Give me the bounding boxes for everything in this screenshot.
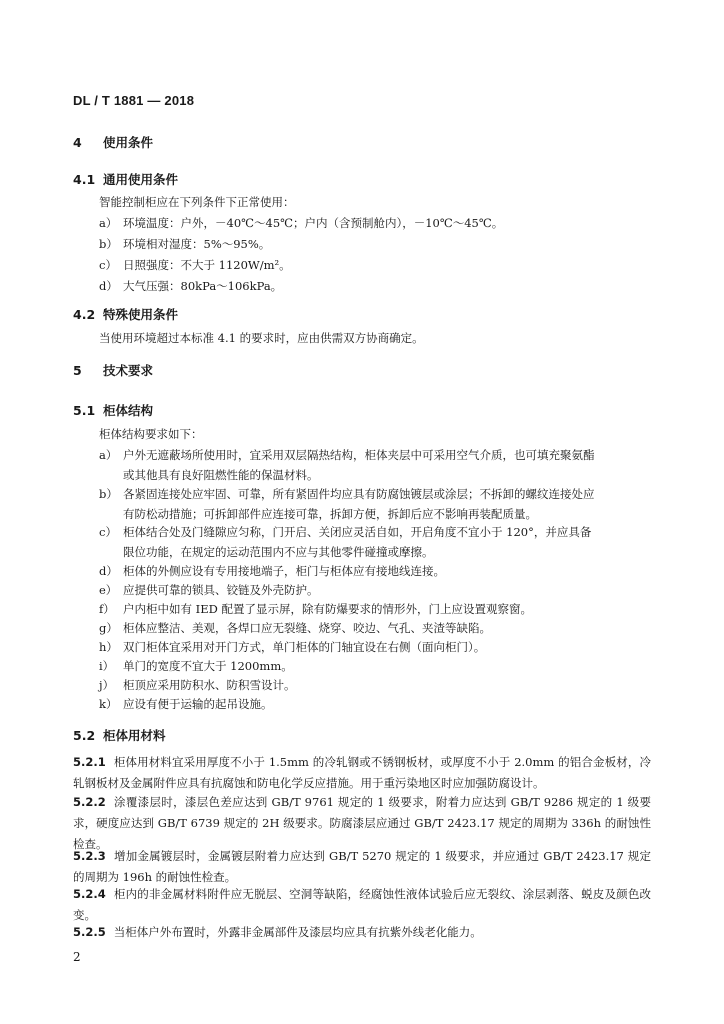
list-item: d） 大气压强：80kPa～106kPa。 [99,279,283,293]
section-heading-5: 5 技术要求 [73,363,154,378]
section-heading-4-2: 4.2 特殊使用条件 [73,307,179,322]
list-item: b） 环境相对湿度：5%～95%。 [99,237,271,251]
list-item: c） 柜体结合处及门缝隙应匀称，门开启、关闭应灵活自如，开启角度不宜小于 120°，并应具备 限位功能，在规定的运动范围内不应与其他零件碰撞或摩擦。 [99,525,592,559]
list-item: c） 日照强度：不大于 1120W/m²。 [99,258,291,272]
clause-5-2-2: 5.2.2 涂覆漆层时，漆层色差应达到 GB/T 9761 规定的 1 级要求，附着力应达到 GB/T 9286 规定的 1 级要求，硬度应达到 GB/T 6739 规定的 2H 级要求。防腐漆层应通过 GB/T 2423.17 规定的周期为 336h 的耐蚀性检查。 [73,795,651,851]
list-item: g） 柜体应整洁、美观，各焊口应无裂缝、烧穿、咬边、气孔、夹渣等缺陷。 [99,621,491,635]
list-item: f） 户内柜中如有 IED 配置了显示屏，除有防爆要求的情形外，门上应设置观察窗。 [99,602,532,616]
clause-5-2-4: 5.2.4 柜内的非金属材料附件应无脱层、空洞等缺陷，经腐蚀性液体试验后应无裂纹、涂层剥落、蜕皮及颜色改变。 [73,887,651,922]
page-number: 2 [73,950,81,964]
list-item: h） 双门柜体宜采用对开门方式，单门柜体的门轴宜设在右侧（面向柜门）。 [99,640,486,654]
section-heading-5-1: 5.1 柜体结构 [73,403,154,418]
list-item: a） 户外无遮蔽场所使用时，宜采用双层隔热结构，柜体夹层中可采用空气介质，也可填充聚氨酯 或其他具有良好阻燃性能的保温材料。 [99,448,595,482]
section-4-2-text: 当使用环境超过本标准 4.1 的要求时，应由供需双方协商确定。 [99,331,424,345]
list-item: i） 单门的宽度不宜大于 1200mm。 [99,659,293,673]
list-item: k） 应设有便于运输的起吊设施。 [99,697,273,711]
clause-5-2-5: 5.2.5 当柜体户外布置时，外露非金属部件及漆层均应具有抗紫外线老化能力。 [73,925,482,939]
document-header: DL / T 1881 — 2018 [73,93,195,108]
list-item: j） 柜顶应采用防积水、防积雪设计。 [99,678,296,692]
section-heading-5-2: 5.2 柜体用材料 [73,728,166,743]
list-item: d） 柜体的外侧应设有专用接地端子，柜门与柜体应有接地线连接。 [99,564,445,578]
clause-5-2-3: 5.2.3 增加金属镀层时，金属镀层附着力应达到 GB/T 5270 规定的 1 级要求，并应通过 GB/T 2423.17 规定的周期为 196h 的耐蚀性检查。 [73,849,651,884]
list-item: b） 各紧固连接处应牢固、可靠，所有紧固件均应具有防腐蚀镀层或涂层；不拆卸的螺纹连接处应 有防松动措施；可拆卸部件应连接可靠，拆卸方便，拆卸后应不影响再装配质量。 [99,487,595,521]
section-heading-4-1: 4.1 通用使用条件 [73,172,179,187]
list-item: a） 环境温度：户外，－40℃～45℃；户内（含预制舱内），－10℃～45℃。 [99,216,504,230]
list-item: e） 应提供可靠的锁具、铰链及外壳防护。 [99,583,319,597]
section-5-1-intro: 柜体结构要求如下： [99,427,203,441]
section-4-1-intro: 智能控制柜应在下列条件下正常使用： [99,195,295,209]
section-heading-4: 4 使用条件 [73,135,154,150]
clause-5-2-1: 5.2.1 柜体用材料宜采用厚度不小于 1.5mm 的冷轧钢或不锈钢板材，或厚度不小于 2.0mm 的铝合金板材，冷轧钢板材及金属附件应具有抗腐蚀和防电化学反应措施。用于重污染地区时应加强防腐设计。 [73,755,651,790]
